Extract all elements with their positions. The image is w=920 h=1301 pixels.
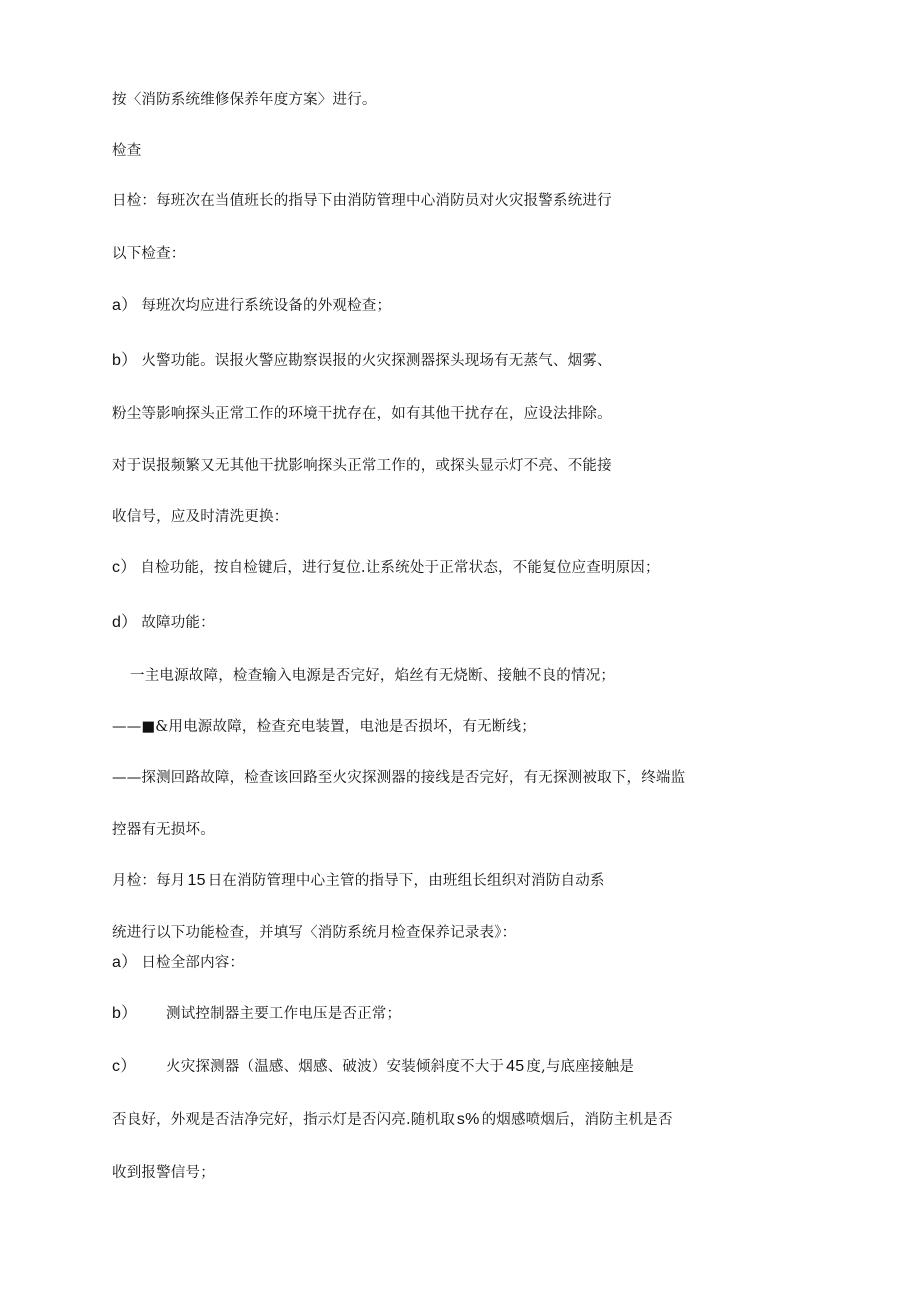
- line-text: ——探测回路故障，检查该回路至火灾探测器的接线是否完好，有无探测被取下，终端监: [112, 770, 686, 786]
- line-text: 一主电源故障，检查输入电源是否完好，焰丝有无烧断、接触不良的情况；: [130, 668, 616, 684]
- list-item: [112, 1057, 634, 1077]
- text-line: [112, 191, 612, 211]
- list-text: 火灾探测器（温感、烟感、破波）安装倾斜度不大于: [166, 1059, 505, 1075]
- list-label: d）: [112, 614, 138, 631]
- line-text: ——■&用电源故障，检查充电装置，电池是否损坏，有无断线；: [112, 719, 536, 735]
- line-text: 以下检查：: [112, 246, 186, 262]
- list-text: 测试控制器主要工作电压是否正常；: [166, 1006, 402, 1022]
- text-line: [112, 404, 612, 424]
- text-line: [112, 507, 288, 527]
- text-line: [112, 923, 516, 943]
- list-item: [112, 296, 391, 316]
- list-item: [112, 558, 660, 578]
- angle-number: 45: [506, 1058, 525, 1075]
- list-label: a）: [112, 954, 138, 971]
- list-label: c）: [112, 559, 137, 576]
- heading-text: 检查: [112, 143, 142, 159]
- list-text: 火警功能。误报火警应勘察误报的火灾探测器探头现场有无蒸气、烟雾、: [141, 353, 612, 369]
- text-line: [112, 1110, 673, 1130]
- text-line: [112, 768, 685, 788]
- line-text: 日检：每班次在当值班长的指导下由消防管理中心消防员对火灾报警系统进行: [112, 193, 612, 209]
- line-text: 日在消防管理中心主管的指导下，由班组长组织对消防自动系: [207, 873, 605, 889]
- text-line: [130, 666, 615, 686]
- list-item: [112, 953, 244, 973]
- list-item: [112, 613, 215, 633]
- list-label: b）: [112, 1005, 138, 1022]
- day-number: 15: [187, 872, 206, 889]
- line-text: 月检：每月: [112, 873, 186, 889]
- text-line: [112, 1163, 215, 1183]
- percent-number: s%: [456, 1111, 480, 1128]
- list-label: c）: [112, 1058, 137, 1075]
- text-line: [112, 244, 186, 264]
- section-heading: [112, 141, 141, 161]
- line-text: 统进行以下功能检查，并填写〈消防系统月检查保养记录表》：: [112, 925, 517, 941]
- line-text: 收到报警信号；: [112, 1165, 215, 1181]
- list-text: 每班次均应进行系统设备的外观检查；: [141, 298, 392, 314]
- list-label: a）: [112, 297, 138, 314]
- line-text: 粉尘等影响探头正常工作的环境干扰存在，如有其他干扰存在，应设法排除。: [112, 406, 612, 422]
- line-text: 否良好，外观是否洁净完好，指示灯是否闪亮.随机取: [112, 1112, 455, 1128]
- line-text: 控器有无损坏。: [112, 822, 215, 838]
- line-text: 对于误报频繁又无其他干扰影响探头正常工作的，或探头显示灯不亮、不能接: [112, 458, 612, 474]
- line-text: 的烟感喷烟后，消防主机是否: [481, 1112, 673, 1128]
- list-text: 自检功能，按自检键后，进行复位.让系统处于正常状态，不能复位应查明原因；: [140, 560, 660, 576]
- line-text: 按〈消防系统维修保养年度方案〉进行。: [112, 92, 377, 108]
- list-label: b）: [112, 352, 138, 369]
- list-item: [112, 351, 612, 371]
- list-item: [112, 1004, 401, 1024]
- list-text: 日检全部内容：: [141, 955, 245, 971]
- text-line: [112, 456, 612, 476]
- line-text: 收信号，应及时清洗更换：: [112, 509, 289, 525]
- list-text: 故障功能：: [141, 615, 215, 631]
- text-line: [112, 90, 377, 110]
- text-line: [112, 871, 605, 891]
- text-line: [112, 820, 215, 840]
- text-line: [112, 717, 536, 737]
- list-text: 度,与底座接触是: [526, 1059, 635, 1075]
